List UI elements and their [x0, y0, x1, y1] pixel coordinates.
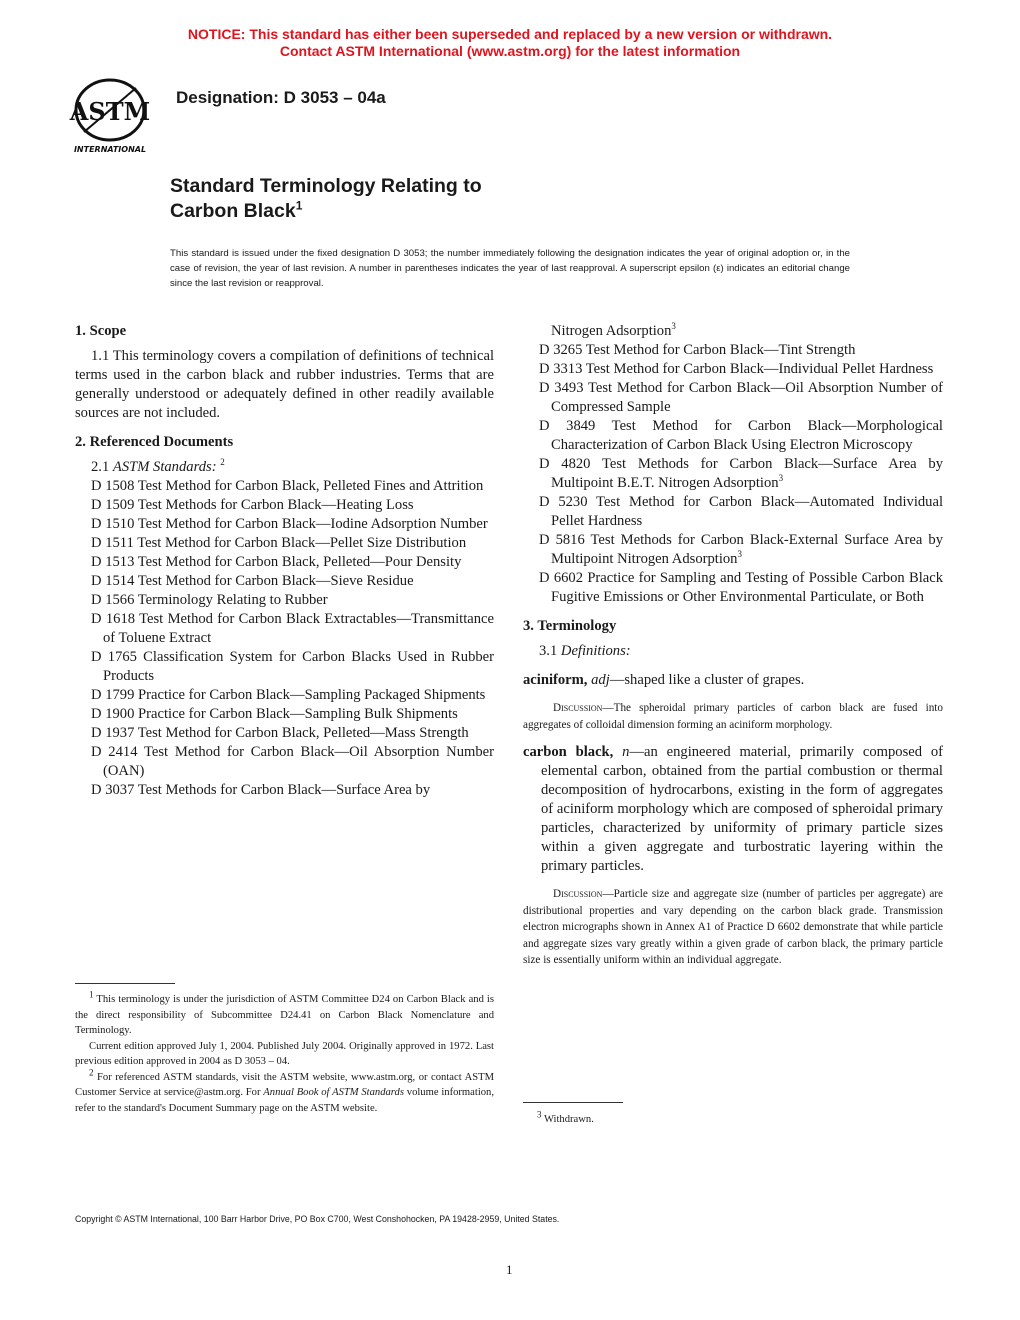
reference-item: D 3849 Test Method for Carbon Black—Morphological Characterization of Carbon Black Using Electron Microscopy [539, 418, 943, 453]
reference-item: D 1509 Test Methods for Carbon Black—Heating Loss [91, 497, 414, 513]
reference-item: D 3313 Test Method for Carbon Black—Individual Pellet Hardness [539, 361, 934, 377]
reference-item: D 1511 Test Method for Carbon Black—Pellet Size Distribution [91, 535, 467, 551]
footnote-1: $^1$ This terminology is under the jurisdiction of ASTM Committee D24 on Carbon Black and is the direct responsibility of Subcommittee D24.41 on Carbon Black Nomenclature and Terminology. [75, 989, 494, 1036]
reference-item: D 4820 Test Methods for Carbon Black—Surface Area by Multipoint B.E.T. Nitrogen Adsorption$^3$ [539, 456, 943, 491]
referenced-heading: 2. Referenced Documents [75, 434, 234, 450]
left-column [75, 322, 494, 800]
reference-item: D 1566 Terminology Relating to Rubber [91, 592, 328, 608]
logo-letters: ASTM [69, 97, 151, 126]
document-title [170, 174, 482, 224]
title-line-2: Carbon Black [170, 200, 296, 222]
aciniform-discussion: Discussion—The spheroidal primary particles of carbon black are fused into aggregates of colloidal dimension forming an aciniform morphology. [523, 702, 943, 731]
carbon-black-discussion: Discussion—Particle size and aggregate size (number of particles per aggregate) are distributional properties and vary depending on the carbon black grade. Transmission electron micrographs shown in Annex A1 of Practice D 6602 demonstrate that while particle and aggregate sizes vary greatly within a given grade of carbon black, the primary particle size is essentially uniform within an individual aggregate. [523, 888, 943, 966]
footnote-1b: Current edition approved July 1, 2004. Published July 2004. Originally approved in 1972. Last previous edition approved in 2004 as D 3053 – 04. [75, 1040, 494, 1067]
reference-item: D 1508 Test Method for Carbon Black, Pelleted Fines and Attrition [91, 478, 484, 494]
reference-item: D 1799 Practice for Carbon Black—Sampling Packaged Shipments [91, 687, 486, 703]
footnote-rule-left [75, 983, 175, 984]
reference-item: D 3493 Test Method for Carbon Black—Oil Absorption Number of Compressed Sample [539, 380, 943, 415]
page-number: 1 [506, 1262, 513, 1277]
reference-item: D 1510 Test Method for Carbon Black—Iodine Adsorption Number [91, 516, 488, 532]
reference-item: D 1514 Test Method for Carbon Black—Sieve Residue [91, 573, 414, 589]
designation: Designation: D 3053 – 04a [176, 88, 386, 107]
copyright: Copyright © ASTM International, 100 Barr Harbor Drive, PO Box C700, West Conshohocken, PA 19428-2959, United States. [75, 1214, 560, 1224]
reference-item: D 1900 Practice for Carbon Black—Sampling Bulk Shipments [91, 706, 458, 722]
title-footnote-mark: 1 [295, 198, 303, 213]
reference-item: D 1937 Test Method for Carbon Black, Pelleted—Mass Strength [91, 725, 469, 741]
right-column [523, 322, 943, 969]
reference-item: D 2414 Test Method for Carbon Black—Oil Absorption Number (OAN) [91, 744, 494, 779]
logo-sub: INTERNATIONAL [73, 145, 147, 154]
reference-list-left [75, 477, 494, 800]
definitions-label: 3.1 Definitions: [539, 643, 631, 659]
astm-logo [64, 74, 164, 154]
reference-item: D 3037 Test Methods for Carbon Black—Surface Area by [91, 782, 431, 798]
scope-text: 1.1 This terminology covers a compilation of definitions of technical terms used in the carbon black and rubber industries. Terms that are generally understood or adequately defined in other readily available sources are not included. [75, 348, 494, 421]
issued-note: This standard is issued under the fixed designation D 3053; the number immediately following the designation indicates the year of original adoption or, in the case of revision, the year of last revision. A number in parentheses indicates the year of last reapproval. A superscript epsilon (ε) indicates an editorial change since the last revision or reapproval. [170, 248, 850, 289]
reference-item: D 5816 Test Methods for Carbon Black-External Surface Area by Multipoint Nitrogen Adsorption$^3$ [539, 532, 943, 567]
notice-line-1: NOTICE: This standard has either been superseded and replaced by a new version or withdrawn. [187, 26, 833, 42]
footnote-2: $^2$ For referenced ASTM standards, visit the ASTM website, www.astm.org, or contact ASTM Customer Service at service@astm.org. For Annual Book of ASTM Standards volume information, refer to the standard's Document Summary page on the ASTM website. [75, 1066, 495, 1114]
footnote-3: $^3$ Withdrawn. [537, 1109, 594, 1125]
reference-item: D 6602 Practice for Sampling and Testing of Possible Carbon Black Fugitive Emissions or Other Environmental Particulate, or Both [539, 570, 943, 605]
scope-heading: 1. Scope [75, 323, 127, 339]
notice-line-2: Contact ASTM International (www.astm.org) for the latest information [279, 43, 741, 59]
term-aciniform: aciniform, adj—shaped like a cluster of grapes. [523, 672, 805, 688]
reference-item: D 1765 Classification System for Carbon Blacks Used in Rubber Products [91, 649, 494, 684]
notice-banner [0, 26, 1020, 60]
reference-item: D 1513 Test Method for Carbon Black, Pelleted—Pour Density [91, 554, 462, 570]
reference-item: D 1618 Test Method for Carbon Black Extractables—Transmittance of Toluene Extract [91, 611, 494, 646]
title-line-1: Standard Terminology Relating to [170, 175, 482, 197]
astm-standards-text: ASTM Standards: [112, 459, 217, 475]
astm-standards-num: 2.1 [91, 459, 110, 475]
footnotes-left [75, 989, 495, 1116]
reference-item: D 5230 Test Method for Carbon Black—Automated Individual Pellet Hardness [539, 494, 943, 529]
reference-item: D 3265 Test Method for Carbon Black—Tint Strength [539, 342, 856, 358]
reference-list-right [523, 341, 943, 607]
reference-continuation: Nitrogen Adsorption$^3$ [551, 321, 676, 339]
astm-standards-label [75, 458, 494, 477]
footnotes-right [523, 1109, 943, 1128]
terminology-heading: 3. Terminology [523, 618, 617, 634]
term-carbon-black: carbon black, n—an engineered material, primarily composed of elemental carbon, obtained from the partial combustion or thermal decomposition of hydrocarbons, existing in the form of aggregates of aciniform morphology which are composed of spheroidal primary particles, characterized by uniformity of primary particle sizes within a given aggregate and turbostratic layering within the primary particles. [523, 744, 943, 874]
footnote-rule-right [523, 1102, 623, 1103]
astm-standards-sup: 2 [220, 457, 225, 468]
